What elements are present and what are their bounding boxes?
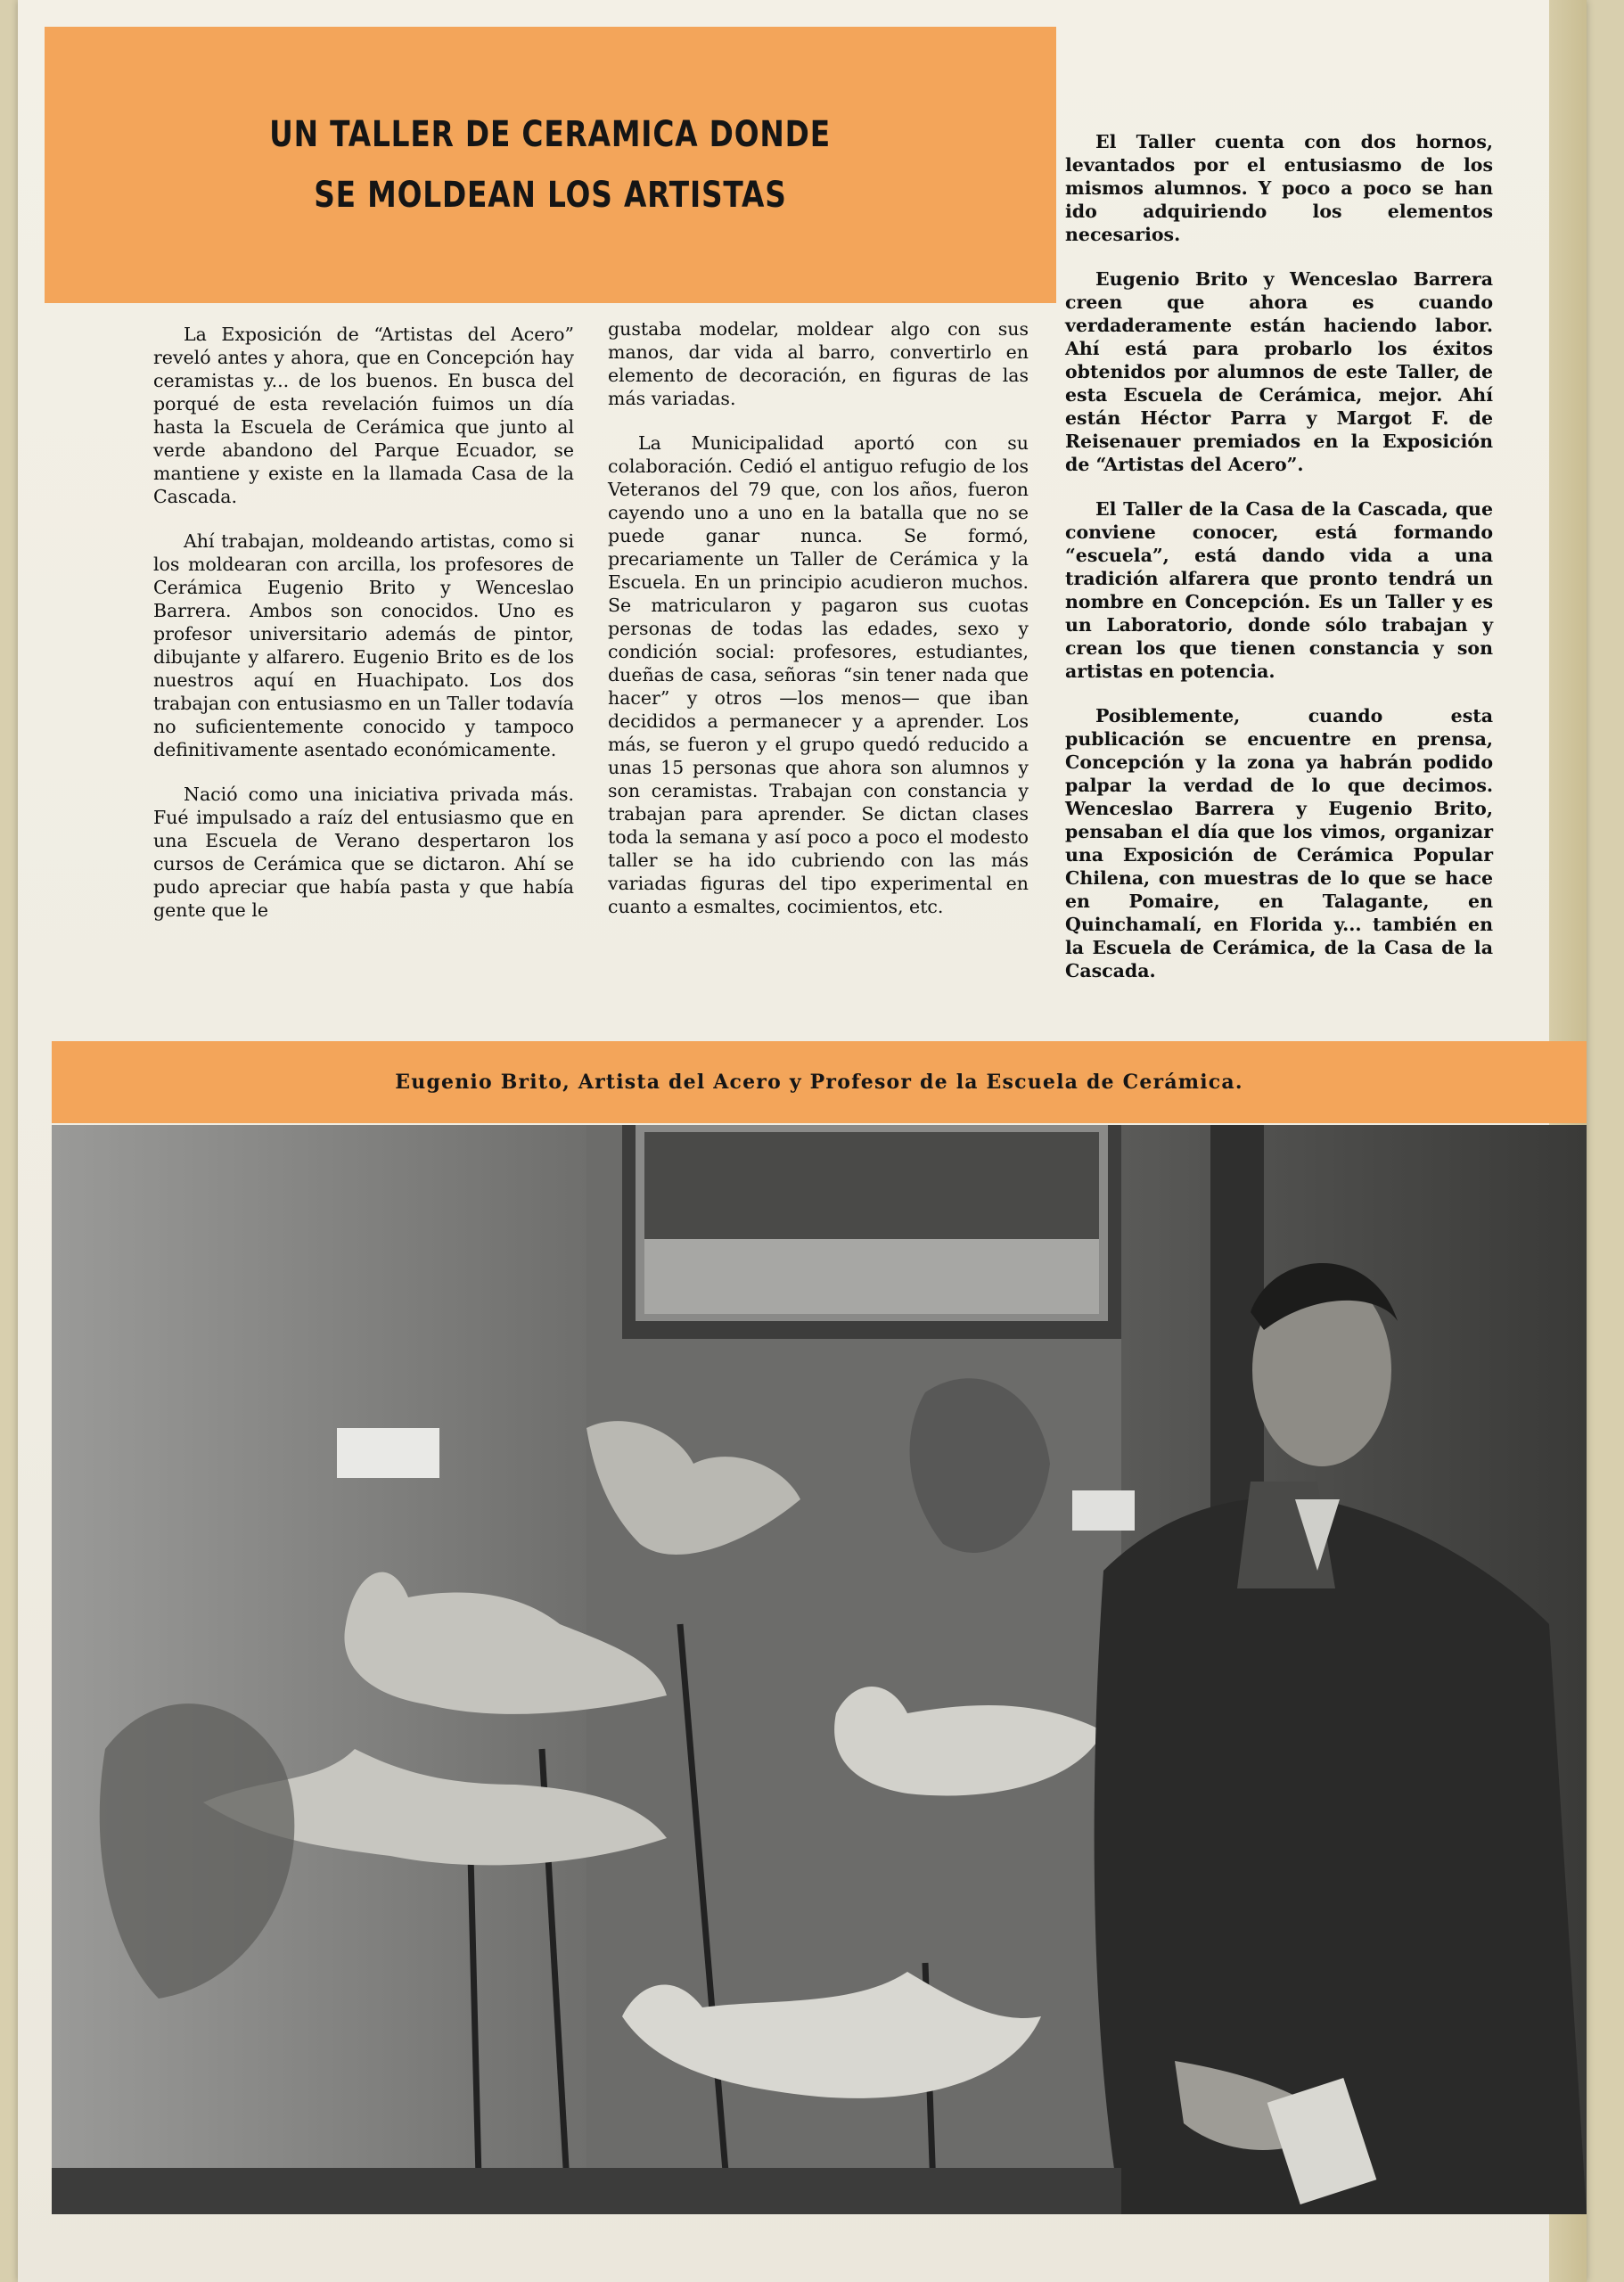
wall-label [1072,1490,1135,1531]
wall-label [337,1428,439,1478]
paragraph: El Taller de la Casa de la Cascada, que conviene conocer, está formando “escuela”, está dando vida a una tradición alfarera que pronto tendrá un nombre en Concepción. Es un Taller y es un Laboratorio, donde sólo trabajan y crean los que tienen constancia y son artistas en potencia. [1065,498,1493,682]
text-column-1 [153,323,574,943]
paragraph: gustaba modelar, moldear algo con sus manos, dar vida al barro, convertirlo en elemento de decoración, en figuras de las más variadas. [608,318,1029,409]
paragraph: Posiblemente, cuando esta publicación se encuentre en prensa, Concepción y la zona ya habrán podido palpar la verdad de lo que decimos. Wenceslao Barrera y Eugenio Brito, pensaban el día que los vimos, organizar una Exposición de Cerámica Popular Chilena, con muestras de lo que se hace en Pomaire, en Talagante, en Quinchamalí, en Florida y... también en la Escuela de Cerámica, de la Casa de la Cascada. [1065,705,1493,981]
photo-caption: Eugenio Brito, Artista del Acero y Profesor de la Escuela de Cerámica. [395,1071,1243,1094]
floor [52,2168,1121,2214]
paragraph: Ahí trabajan, moldeando artistas, como si los moldearan con arcilla, los profesores de Cerámica Eugenio Brito y Wenceslao Barrera. Ambos son conocidos. Uno es profesor universitario además de pintor, dibujante y alfarero. Eugenio Brito es de los nuestros aquí en Huachipato. Los dos trabajan con entusiasmo en un Taller todavía no suficientemente conocido y tampoco definitivamente asentado económicamente. [153,530,574,760]
headline-line-1: UN TALLER DE CERAMICA DONDE [269,114,832,155]
paragraph: La Exposición de “Artistas del Acero” reveló antes y ahora, que en Concepción hay ceramistas y... de los buenos. En busca del porqué de esta revelación fuimos un día hasta la Escuela de Cerámica que junto al verde abandono del Parque Ecuador, se mantiene y existe en la llamada Casa de la Cascada. [153,324,574,507]
headline-line-2: SE MOLDEAN LOS ARTISTAS [314,175,787,216]
paragraph: El Taller cuenta con dos hornos, levantados por el entusiasmo de los mismos alumnos. Y poco a poco se han ido adquiriendo los elementos necesarios. [1065,131,1493,245]
paragraph: Eugenio Brito y Wenceslao Barrera creen que ahora es cuando verdaderamente están haciendo labor. Ahí está para probarlo los éxitos obtenidos por alumnos de este Taller, de esta Escuela de Cerámica, mejor. Ahí están Héctor Parra y Margot F. de Reisenauer premiados en la Exposición de “Artistas del Acero”. [1065,268,1493,475]
text-column-3 [1065,130,1493,1004]
paragraph: Nació como una iniciativa privada más. Fué impulsado a raíz del entusiasmo que en una Escuela de Verano despertaron los cursos de Cerámica que se dictaron. Ahí se pudo apreciar que había pasta y que había gente que le [153,784,574,921]
wall-painting [622,1125,1121,1339]
text-column-2 [608,317,1029,940]
title-band [45,27,1056,303]
magazine-page [18,0,1587,2282]
photograph [52,1125,1587,2214]
paragraph: La Municipalidad aportó con su colaboración. Cedió el antiguo refugio de los Veteranos del 79 que, con los años, fueron cayendo uno a uno en la batalla que no se puede ganar nunca. Se formó, precariamente un Taller de Cerámica y la Escuela. En un principio acudieron muchos. Se matricularon y pagaron sus cuotas personas de todas las edades, sexo y condición social: profesores, estudiantes, dueñas de casa, señoras “sin tener nada que hacer” y otros —los menos— que iban decididos a permanecer y a aprender. Los más, se fueron y el grupo quedó reducido a unas 15 personas que ahora son alumnos y son ceramistas. Trabajan con constancia y trabajan para aprender. Se dictan clases toda la semana y así poco a poco el modesto taller se ha ido cubriendo con las más variadas figuras del tipo experimental en cuanto a esmaltes, cocimientos, etc. [608,432,1029,917]
caption-band [52,1041,1587,1123]
